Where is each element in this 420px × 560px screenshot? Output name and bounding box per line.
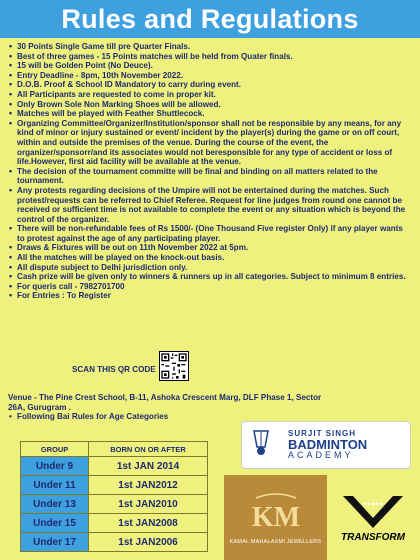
born-date-cell: 1st JAN2008 — [89, 514, 208, 533]
rule-item: • All dispute subject to Delhi jurisdiction only. — [8, 263, 412, 273]
rule-item: • Draws & Fixtures will be out on 11th November 2022 at 5pm. — [8, 243, 412, 253]
rules-list — [8, 42, 412, 301]
rule-item: • Organizing Committee/Organizer/Institution/sponsor shall not be responsible by any means, for any kind of minor or injury sustained or event/ incident by the player(s) during the game or on off court, within and outside the premises of the venue. During the course of the event, the organizer/sponsorr/and its associates would not beresponsible for any type of accident or loss of life.However, first aid facility will be available at the venue. — [8, 119, 412, 167]
born-date-cell: 1st JAN 2014 — [89, 457, 208, 476]
transform-name: TRANSFORM — [341, 532, 405, 543]
transform-logo — [326, 490, 420, 560]
rule-item: • All Participants are requested to come in proper kit. — [8, 90, 412, 100]
title-banner — [0, 0, 420, 38]
svg-text:KM: KM — [251, 502, 300, 533]
venue-text: Venue - The Pine Crest School, B-11, Ashoka Crescent Marg, DLF Phase 1, Sector 26A, Gurugram . — [8, 393, 322, 412]
table-row — [21, 457, 208, 476]
scan-qr-label: SCAN THIS QR CODE — [72, 365, 156, 374]
rule-item: • The decision of the tournament committe will be final and binding on all matters related to the tournament. — [8, 167, 412, 186]
table-row — [21, 495, 208, 514]
table-row — [21, 533, 208, 552]
jeweller-logo — [224, 475, 327, 560]
academy-name-line1: SURJIT SINGH — [288, 429, 357, 438]
rule-item: • 30 Points Single Game till pre Quarter Finals. — [8, 42, 412, 52]
rule-item: • There will be non-refundable fees of Rs 1500/- (One Thousand Five register Only) if any player wants to protest against the age of any participating player. — [8, 224, 412, 243]
rule-item: • Only Brown Sole Non Marking Shoes will be allowed. — [8, 100, 412, 110]
born-date-cell: 1st JAN2006 — [89, 533, 208, 552]
academy-name-line2: BADMINTON — [288, 437, 368, 452]
table-header-group: GROUP — [21, 442, 89, 457]
rule-item: • Matches will be played with Feather Shuttlecock. — [8, 109, 412, 119]
rule-item: • Best of three games - 15 Points matches will be held from Quater finals. — [8, 52, 412, 62]
jeweller-name: KAMAL MAHALAXMI JEWELLERS — [229, 539, 322, 545]
rule-item: • Cash prize will be given only to winners & runners up in all categories. Subject to minimum 8 entries. — [8, 272, 412, 282]
rule-item: • All the matches will be played on the knock-out basis. — [8, 253, 412, 263]
rule-item: • D.O.B. Proof & School ID Mandatory to carry during event. — [8, 80, 412, 90]
born-date-cell: 1st JAN2012 — [89, 476, 208, 495]
bai-rules-note: • Following Bai Rules for Age Categories — [8, 412, 168, 421]
table-row — [21, 476, 208, 495]
age-category-table — [20, 441, 208, 552]
born-date-cell: 1st JAN2010 — [89, 495, 208, 514]
rule-item: • For queris call - 7982701700 — [8, 282, 412, 292]
age-group-cell: Under 11 — [21, 476, 89, 495]
rule-item: • Entry Deadline - 8pm, 10th November 2022. — [8, 71, 412, 81]
qr-code[interactable] — [159, 351, 189, 381]
page-title: Rules and Regulations — [61, 3, 359, 34]
age-group-cell: Under 9 — [21, 457, 89, 476]
table-header-born: BORN ON OR AFTER — [89, 442, 208, 457]
rule-item: • Any protests regarding decisions of the Umpire will not be entertained during the matches. Such protest/requests can be referred to Chief Referee. Request for line judges from round one cannot be received or sufficient time is not available to complete the event or any situation which is beyond the control of the organizer. — [8, 186, 412, 224]
table-row — [21, 514, 208, 533]
km-monogram-icon — [246, 490, 306, 536]
shuttlecock-icon — [246, 425, 286, 465]
age-group-cell: Under 15 — [21, 514, 89, 533]
rule-item: • For Entries : To Register — [8, 291, 412, 301]
age-group-cell: Under 17 — [21, 533, 89, 552]
transform-chevron-icon — [338, 490, 408, 532]
academy-logo — [241, 421, 411, 469]
age-group-cell: Under 13 — [21, 495, 89, 514]
academy-name-line3: ACADEMY — [288, 450, 354, 460]
rule-item: • 15 will be Golden Point (No Deuce). — [8, 61, 412, 71]
